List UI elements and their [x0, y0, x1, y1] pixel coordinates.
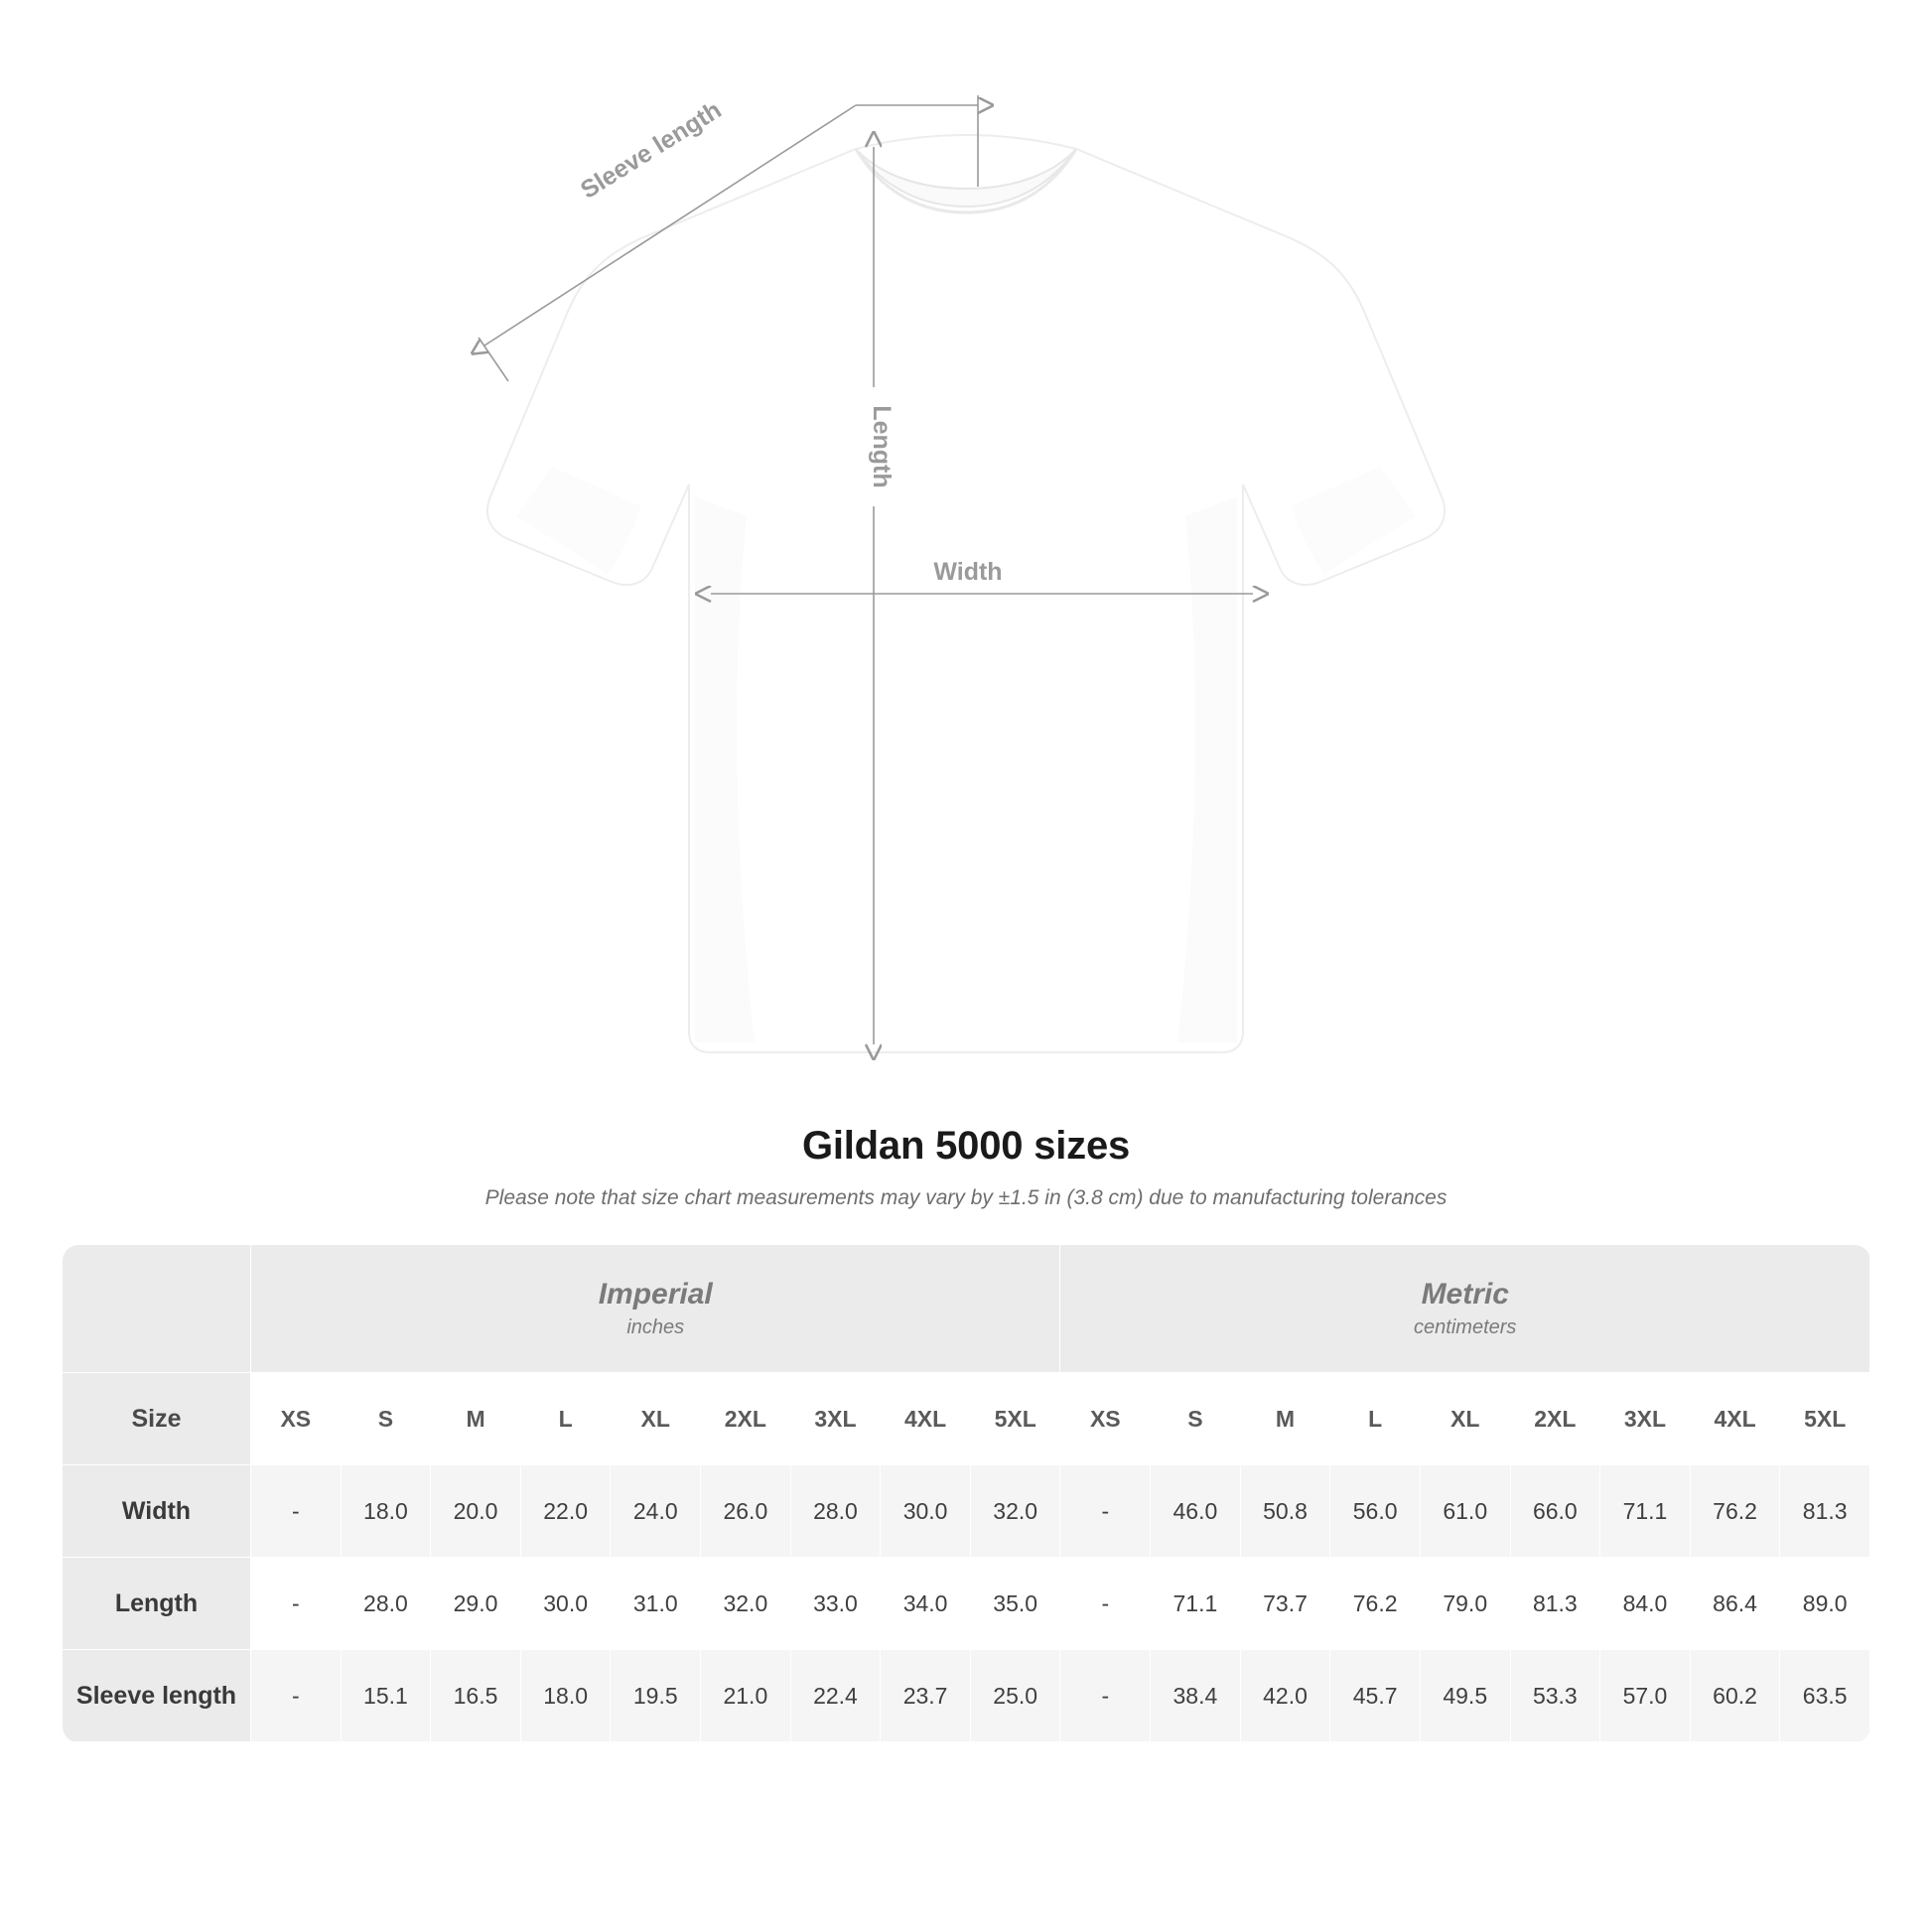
- cell: 18.0: [520, 1650, 611, 1742]
- row-header-label: Size: [63, 1373, 251, 1465]
- cell: 20.0: [431, 1465, 521, 1558]
- column-header: 3XL: [790, 1373, 881, 1465]
- size-table-wrap: [62, 1244, 1870, 1742]
- table-corner: [63, 1245, 251, 1373]
- cell: 79.0: [1420, 1558, 1510, 1650]
- cell: 22.4: [790, 1650, 881, 1742]
- unit-group-metric-name: Metric: [1421, 1278, 1509, 1311]
- cell: 19.5: [611, 1650, 701, 1742]
- cell: 23.7: [881, 1650, 971, 1742]
- column-header: 2XL: [1510, 1373, 1600, 1465]
- cell: 49.5: [1420, 1650, 1510, 1742]
- column-header: M: [1240, 1373, 1330, 1465]
- unit-header-row: [63, 1245, 1870, 1373]
- cell: 50.8: [1240, 1465, 1330, 1558]
- cell: 34.0: [881, 1558, 971, 1650]
- row-label-length: Length: [63, 1558, 251, 1650]
- cell: 29.0: [431, 1558, 521, 1650]
- width-label: Width: [933, 558, 1003, 586]
- cell: 33.0: [790, 1558, 881, 1650]
- cell: 71.1: [1600, 1465, 1691, 1558]
- cell: 24.0: [611, 1465, 701, 1558]
- column-header: 2XL: [701, 1373, 791, 1465]
- page-title: Gildan 5000 sizes: [801, 1124, 1131, 1168]
- cell: 76.2: [1330, 1558, 1421, 1650]
- cell: 57.0: [1600, 1650, 1691, 1742]
- column-header: L: [520, 1373, 611, 1465]
- cell: -: [1060, 1558, 1151, 1650]
- cell: 15.1: [341, 1650, 431, 1742]
- length-label: Length: [868, 405, 896, 488]
- cell: 76.2: [1690, 1465, 1780, 1558]
- cell: 32.0: [970, 1465, 1060, 1558]
- cell: 66.0: [1510, 1465, 1600, 1558]
- column-header: 4XL: [1690, 1373, 1780, 1465]
- unit-group-imperial-name: Imperial: [598, 1278, 713, 1311]
- column-header: S: [1151, 1373, 1241, 1465]
- cell: 28.0: [790, 1465, 881, 1558]
- column-header: M: [431, 1373, 521, 1465]
- cell: -: [251, 1650, 342, 1742]
- cell: 73.7: [1240, 1558, 1330, 1650]
- cell: 31.0: [611, 1558, 701, 1650]
- cell: -: [251, 1465, 342, 1558]
- cell: 25.0: [970, 1650, 1060, 1742]
- table-row: [63, 1465, 1870, 1558]
- cell: 30.0: [520, 1558, 611, 1650]
- tolerance-note: Please note that size chart measurements may vary by ±1.5 in (3.8 cm) due to manufacturing tolerances: [484, 1186, 1448, 1209]
- cell: 22.0: [520, 1465, 611, 1558]
- cell: -: [251, 1558, 342, 1650]
- column-header: 5XL: [1780, 1373, 1870, 1465]
- cell: -: [1060, 1650, 1151, 1742]
- cell: 38.4: [1151, 1650, 1241, 1742]
- column-header: 5XL: [970, 1373, 1060, 1465]
- column-header: 4XL: [881, 1373, 971, 1465]
- cell: 26.0: [701, 1465, 791, 1558]
- column-header: S: [341, 1373, 431, 1465]
- cell: 32.0: [701, 1558, 791, 1650]
- cell: 89.0: [1780, 1558, 1870, 1650]
- cell: 81.3: [1510, 1558, 1600, 1650]
- cell: 63.5: [1780, 1650, 1870, 1742]
- unit-group-metric-sub: centimeters: [1414, 1315, 1517, 1338]
- unit-group-metric: [1060, 1245, 1870, 1373]
- table-row: [63, 1558, 1870, 1650]
- row-label-sleeve-length: Sleeve length: [63, 1650, 251, 1742]
- cell: -: [1060, 1465, 1151, 1558]
- row-label-width: Width: [63, 1465, 251, 1558]
- size-table: [62, 1244, 1870, 1742]
- unit-group-imperial-sub: inches: [626, 1315, 685, 1338]
- cell: 30.0: [881, 1465, 971, 1558]
- column-header: XS: [251, 1373, 342, 1465]
- cell: 86.4: [1690, 1558, 1780, 1650]
- title-block: [0, 1124, 1932, 1210]
- column-header: L: [1330, 1373, 1421, 1465]
- unit-group-imperial: [251, 1245, 1060, 1373]
- cell: 60.2: [1690, 1650, 1780, 1742]
- table-row: [63, 1650, 1870, 1742]
- column-header: XS: [1060, 1373, 1151, 1465]
- cell: 42.0: [1240, 1650, 1330, 1742]
- cell: 81.3: [1780, 1465, 1870, 1558]
- size-header-row: [63, 1373, 1870, 1465]
- cell: 21.0: [701, 1650, 791, 1742]
- cell: 46.0: [1151, 1465, 1241, 1558]
- column-header: XL: [1420, 1373, 1510, 1465]
- cell: 61.0: [1420, 1465, 1510, 1558]
- column-header: 3XL: [1600, 1373, 1691, 1465]
- sleeve-length-label: Sleeve length: [576, 95, 727, 205]
- cell: 53.3: [1510, 1650, 1600, 1742]
- cell: 45.7: [1330, 1650, 1421, 1742]
- cell: 56.0: [1330, 1465, 1421, 1558]
- cell: 28.0: [341, 1558, 431, 1650]
- cell: 18.0: [341, 1465, 431, 1558]
- column-header: XL: [611, 1373, 701, 1465]
- cell: 35.0: [970, 1558, 1060, 1650]
- cell: 84.0: [1600, 1558, 1691, 1650]
- cell: 71.1: [1151, 1558, 1241, 1650]
- cell: 16.5: [431, 1650, 521, 1742]
